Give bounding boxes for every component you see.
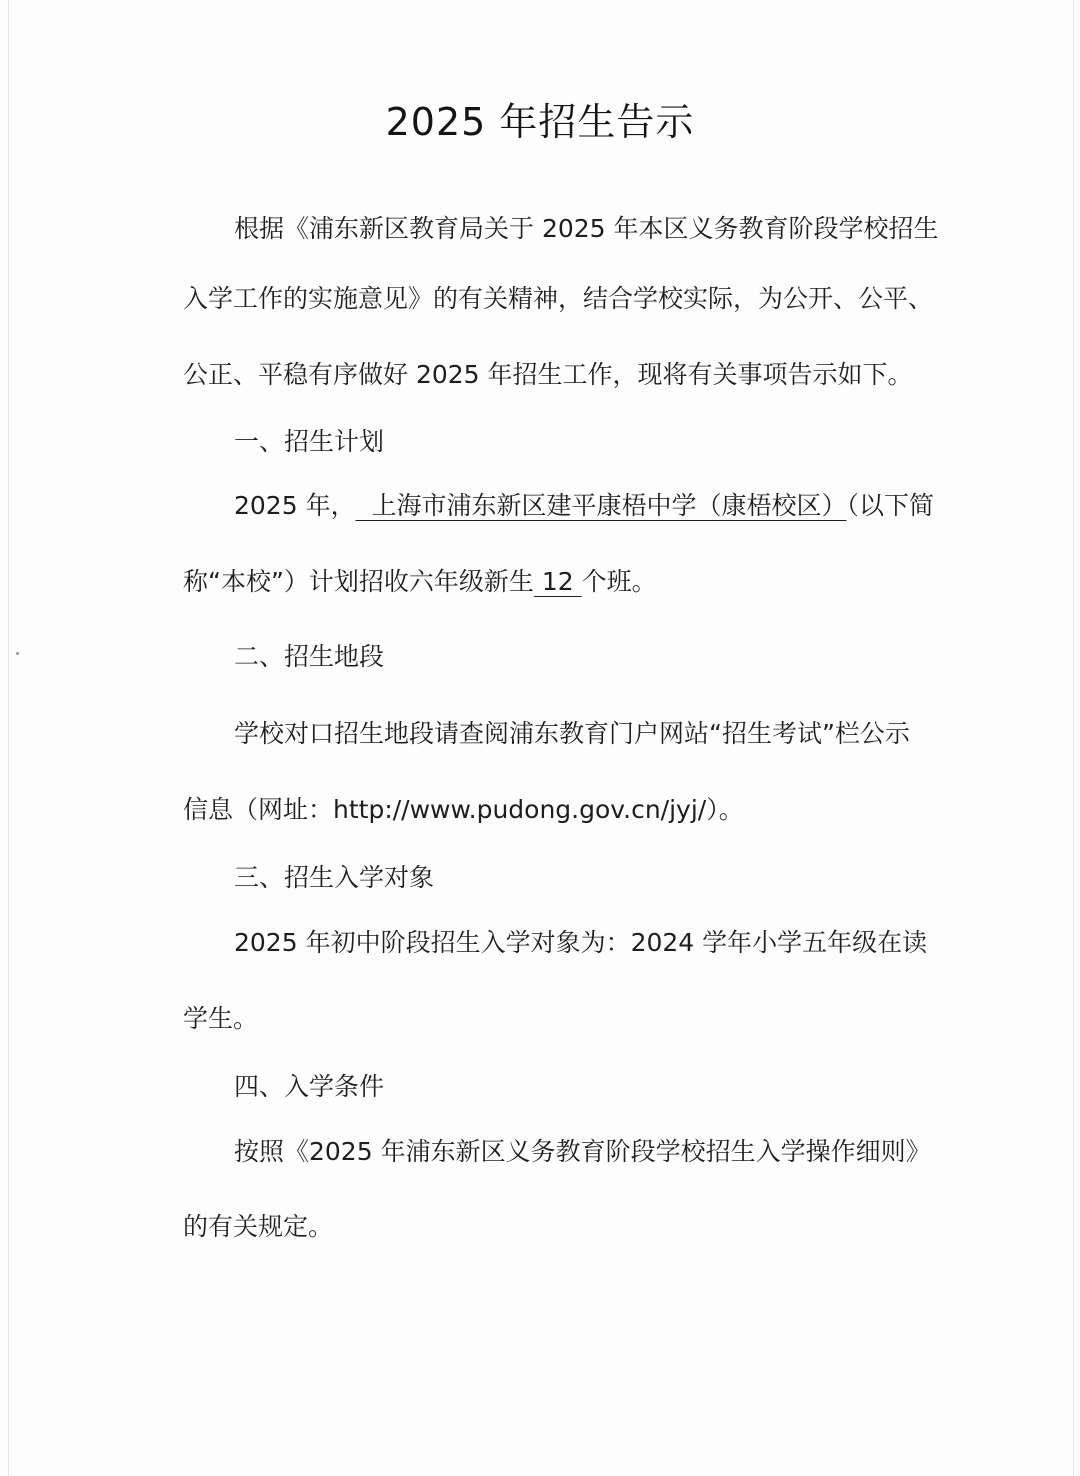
scan-speck [16, 652, 19, 655]
section-2-heading: 二、招生地段 [234, 642, 385, 671]
section-1-unit: 个班。 [581, 567, 657, 596]
scan-edge-left [8, 0, 9, 1476]
section-1-line-1 [234, 490, 934, 522]
section-1-note: （以下简 [846, 491, 934, 520]
school-name: 上海市浦东新区建平康梧中学（康梧校区） [355, 491, 847, 520]
document-title: 2025 年招生告示 [385, 100, 695, 144]
section-1-year: 2025 年， [234, 491, 356, 520]
intro-line-2: 入学工作的实施意见》的有关精神，结合学校实际，为公开、公平、 [183, 284, 934, 313]
section-1-heading: 一、招生计划 [234, 427, 385, 456]
intro-line-3: 公正、平稳有序做好 2025 年招生工作，现将有关事项告示如下。 [183, 360, 913, 389]
class-count: 12 [533, 567, 582, 596]
section-2-line-2: 信息（网址：http://www.pudong.gov.cn/jyj/）。 [183, 795, 744, 824]
section-4-line-2: 的有关规定。 [183, 1212, 334, 1241]
scan-edge-right [1073, 0, 1074, 1476]
section-4-heading: 四、入学条件 [234, 1072, 385, 1101]
section-1-line-2 [183, 566, 657, 598]
section-3-line-2: 学生。 [183, 1004, 259, 1033]
section-4-line-1: 按照《2025 年浦东新区义务教育阶段学校招生入学操作细则》 [234, 1137, 931, 1166]
section-3-heading: 三、招生入学对象 [234, 863, 435, 892]
section-2-line-1: 学校对口招生地段请查阅浦东教育门户网站“招生考试”栏公示 [234, 719, 910, 748]
intro-line-1: 根据《浦东新区教育局关于 2025 年本区义务教育阶段学校招生 [234, 214, 939, 243]
section-3-line-1: 2025 年初中阶段招生入学对象为：2024 学年小学五年级在读 [234, 928, 928, 957]
section-1-plan: 称“本校”）计划招收六年级新生 [183, 567, 534, 596]
